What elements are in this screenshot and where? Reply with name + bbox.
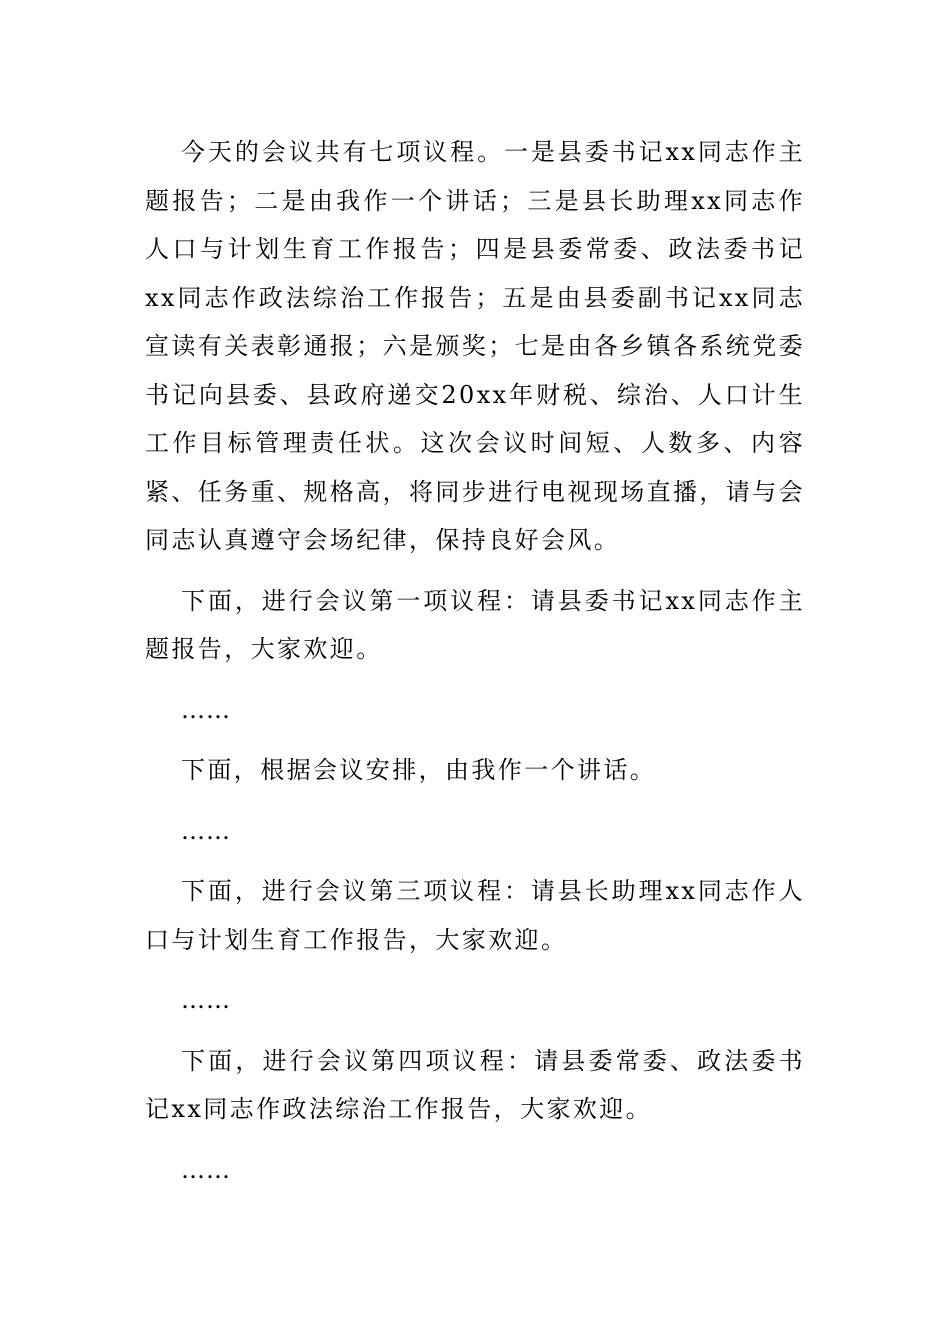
ellipsis-2: …… <box>181 816 231 845</box>
ellipsis-4: …… <box>181 1155 231 1184</box>
ellipsis-3: …… <box>181 986 231 1014</box>
ellipsis-1: …… <box>181 695 231 724</box>
paragraph-agenda-item-1: 下面，进行会议第一项议程：请县委书记xx同志作主题报告，大家欢迎。 <box>145 586 805 663</box>
paragraph-agenda-overview: 今天的会议共有七项议程。一是县委书记xx同志作主题报告；二是由我作一个讲话；三是县长助理xx同志作人口与计划生育工作报告；四是县委常委、政法委书记xx同志作政法综治工作报告；五是由县委副书记xx同志宣读有关表彰通报；六是颁奖；七是由各乡镇各系统党委书记向县委、县政府递交20xx年财税、综治、人口计生工作目标管理责任状。这次会议时间短、人数多、内容紧、任务重、规格高，将同步进行电视现场直播，请与会同志认真遵守会场纪律，保持良好会风。 <box>145 138 805 554</box>
paragraph-agenda-item-3: 下面，进行会议第三项议程：请县长助理xx同志作人口与计划生育工作报告，大家欢迎。 <box>145 877 805 954</box>
paragraph-agenda-item-4: 下面，进行会议第四项议程：请县委常委、政法委书记xx同志作政法综治工作报告，大家欢迎。 <box>145 1046 805 1123</box>
paragraph-agenda-item-2: 下面，根据会议安排，由我作一个讲话。 <box>181 756 657 784</box>
document-body <box>145 128 805 1206</box>
